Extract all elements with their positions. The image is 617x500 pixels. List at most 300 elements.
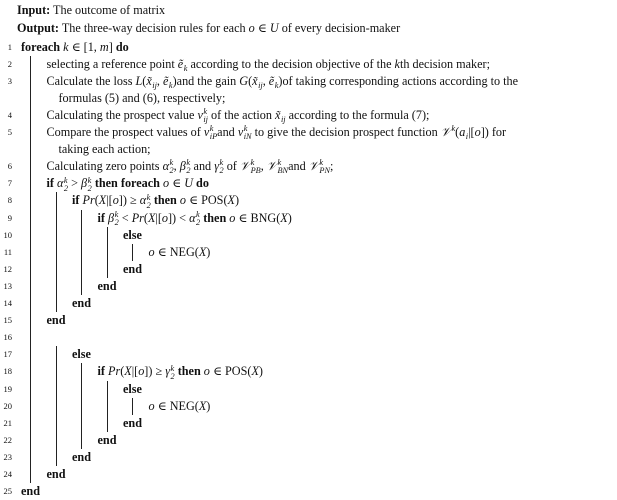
block-indent-bar — [30, 432, 31, 449]
math-variable: o — [162, 176, 170, 191]
algorithm-line — [59, 90, 226, 107]
math-symbol — [140, 192, 151, 209]
text-run: ∈ POS( — [185, 193, 228, 208]
math-variable: o — [474, 125, 481, 139]
math-variable: o — [148, 398, 155, 413]
math-symbol — [252, 73, 263, 90]
math-variable: k — [394, 56, 400, 71]
math-variable: o — [161, 210, 168, 225]
line-number: 21 — [3, 417, 12, 428]
math-superscript: k — [451, 124, 456, 134]
block-indent-bar — [30, 449, 31, 466]
algorithm-line — [72, 346, 91, 363]
block-indent-bar — [30, 73, 31, 90]
algorithm-line — [98, 363, 263, 380]
text-run: and — [190, 159, 215, 174]
text-run: |[ — [468, 125, 475, 139]
text-run: ( — [455, 125, 460, 139]
math-symbol — [204, 124, 217, 141]
text-run: ) — [234, 193, 240, 208]
block-indent-bar — [107, 381, 108, 398]
math-subscript: k — [183, 63, 188, 73]
math-subscript: 2 — [87, 183, 92, 193]
math-variable: U — [184, 176, 193, 191]
text-run: |[ — [106, 193, 113, 208]
text-run: , — [156, 73, 163, 88]
block-indent-bar — [56, 278, 57, 295]
keyword: if — [72, 193, 83, 208]
text-run: )of taking corresponding actions according to the — [278, 73, 519, 88]
math-base: β — [81, 176, 88, 191]
line-number: 10 — [3, 229, 12, 240]
block-indent-bar — [56, 295, 57, 312]
math-subscript: ij — [152, 80, 157, 90]
block-indent-bar — [56, 415, 57, 432]
keyword: end — [46, 313, 66, 328]
block-indent-bar — [81, 244, 82, 261]
block-indent-bar — [107, 415, 108, 432]
keyword: end — [72, 449, 91, 464]
block-indent-bar — [132, 398, 133, 415]
block-indent-bar — [30, 329, 31, 346]
algorithm-line — [98, 278, 117, 295]
keyword: foreach — [21, 39, 64, 54]
keyword: do — [193, 176, 209, 191]
text-run: and — [217, 125, 238, 139]
math-base: γ — [165, 364, 171, 379]
text-run: ∈ NEG( — [154, 398, 199, 413]
math-symbol — [108, 210, 119, 227]
math-variable: X — [198, 398, 207, 413]
line-number: 8 — [7, 195, 12, 206]
block-indent-bar — [30, 363, 31, 380]
keyword: Input: — [17, 2, 51, 17]
math-base: α — [57, 176, 64, 191]
keyword: then — [150, 193, 180, 208]
text-run: ∈ NEG( — [154, 244, 199, 259]
math-base: 𝒱 — [308, 159, 319, 174]
keyword: end — [123, 261, 142, 276]
block-indent-bar — [30, 466, 31, 483]
text-run: The three-way decision rules for each — [59, 20, 249, 35]
math-variable: o — [112, 193, 119, 208]
block-indent-bar — [81, 278, 82, 295]
text-run: ( — [142, 73, 147, 88]
line-number: 18 — [3, 366, 12, 377]
text-run: ∈ — [169, 176, 185, 191]
block-indent-bar — [30, 312, 31, 329]
block-indent-bar — [30, 244, 31, 261]
math-superscript: k — [243, 124, 248, 134]
math-superscript: k — [87, 175, 92, 185]
text-run: ) — [258, 364, 263, 379]
text-run: formulas (5) and (6), respectively; — [58, 90, 226, 105]
algorithm-line — [47, 466, 66, 483]
math-superscript: k — [319, 158, 324, 168]
block-indent-bar — [30, 141, 31, 158]
text-run: th decision maker; — [399, 56, 490, 71]
text-run: and — [288, 159, 309, 174]
math-variable: U — [269, 20, 279, 35]
block-indent-bar — [56, 398, 57, 415]
text-run: of — [223, 159, 240, 174]
math-base: 𝒱 — [440, 125, 451, 139]
block-indent-bar — [30, 192, 31, 209]
algorithm-line — [98, 210, 292, 227]
block-indent-bar — [30, 158, 31, 175]
text-run: ]) for — [480, 125, 507, 139]
line-number: 1 — [7, 41, 12, 52]
text-run: ]) ≥ — [118, 193, 140, 208]
algorithm-line — [47, 175, 209, 192]
text-run: > — [68, 176, 82, 191]
algorithm-line — [72, 295, 91, 312]
math-base: 𝒱 — [266, 159, 277, 174]
line-number: 9 — [7, 212, 12, 223]
math-base: 𝒱 — [239, 159, 251, 174]
keyword: then — [200, 210, 230, 225]
text-run: ]) < — [168, 210, 190, 225]
math-symbol — [269, 73, 279, 90]
text-run: ]) ≥ — [144, 364, 166, 379]
block-indent-bar — [30, 90, 31, 107]
algorithm-line — [47, 312, 66, 329]
math-variable: X — [147, 210, 156, 225]
block-indent-bar — [30, 124, 31, 141]
math-subscript: PN — [319, 166, 330, 176]
algorithm-line — [149, 244, 211, 261]
block-indent-bar — [56, 244, 57, 261]
math-superscript: k — [186, 158, 191, 168]
math-symbol — [57, 175, 68, 192]
math-variable: Pr — [82, 193, 95, 208]
block-indent-bar — [56, 227, 57, 244]
keyword: else — [123, 381, 142, 396]
text-run: Calculating zero points — [46, 159, 163, 174]
text-run: Calculate the loss — [46, 73, 136, 88]
line-number: 6 — [7, 161, 12, 172]
math-variable: X — [280, 210, 288, 225]
block-indent-bar — [107, 398, 108, 415]
math-base: ν — [197, 107, 203, 122]
keyword: do — [115, 39, 129, 54]
math-variable: X — [227, 193, 235, 208]
math-subscript: 2 — [146, 200, 151, 210]
block-indent-bar — [81, 381, 82, 398]
block-indent-bar — [107, 261, 108, 278]
text-run: )and the gain — [172, 73, 240, 88]
algorithm-line — [21, 483, 40, 500]
math-subscript: ij — [203, 115, 208, 125]
math-symbol — [240, 158, 261, 175]
line-number: 14 — [3, 298, 12, 308]
algorithm-line — [123, 415, 142, 432]
math-subscript: iN — [243, 132, 252, 142]
algorithm-line — [123, 261, 142, 278]
text-run: Calculating the prospect value — [46, 107, 198, 122]
math-superscript: k — [63, 175, 68, 185]
algorithm-line — [149, 398, 211, 415]
math-symbol — [275, 107, 286, 124]
text-run: |[ — [155, 210, 162, 225]
text-run: ∈ BNG( — [235, 210, 281, 225]
line-number: 3 — [7, 75, 12, 86]
text-run: |[ — [131, 364, 139, 379]
math-base: β — [108, 210, 115, 225]
line-number: 16 — [3, 332, 12, 343]
math-symbol — [214, 158, 223, 175]
math-base: x̃ — [275, 107, 281, 122]
keyword: if — [97, 364, 108, 379]
block-indent-bar — [81, 227, 82, 244]
math-base: ẽ — [177, 56, 184, 71]
math-base: β — [179, 159, 186, 174]
keyword: end — [97, 278, 117, 293]
algorithm-line — [47, 56, 490, 73]
math-base: γ — [214, 159, 219, 174]
math-superscript: k — [114, 209, 119, 219]
math-superscript: k — [250, 158, 255, 168]
text-run: , — [262, 73, 269, 88]
math-superscript: k — [277, 158, 282, 168]
line-number: 7 — [7, 178, 12, 189]
math-subscript: 2 — [114, 217, 119, 227]
block-indent-bar — [30, 381, 31, 398]
algorithm-line — [59, 141, 151, 158]
math-variable: m — [99, 39, 109, 54]
math-variable: o — [148, 244, 155, 259]
text-run: selecting a reference point — [46, 56, 178, 71]
text-run: ) — [206, 244, 211, 259]
keyword: then — [174, 364, 204, 379]
math-subscript: k — [168, 80, 173, 90]
math-base: α — [162, 159, 169, 174]
math-variable: o — [248, 20, 255, 35]
block-indent-bar — [81, 432, 82, 449]
math-symbol — [459, 124, 468, 141]
math-superscript: k — [203, 107, 208, 117]
math-symbol — [309, 158, 330, 175]
text-run: Compare the prospect values of — [46, 125, 204, 139]
math-symbol — [163, 158, 174, 175]
text-run: , — [260, 159, 267, 174]
math-symbol — [267, 158, 288, 175]
block-indent-bar — [30, 210, 31, 227]
block-indent-bar — [81, 363, 82, 380]
math-variable: k — [63, 39, 69, 54]
math-superscript: k — [209, 124, 214, 134]
math-subscript: 2 — [170, 371, 175, 381]
line-number: 13 — [3, 280, 12, 291]
math-superscript: k — [196, 209, 200, 219]
math-base: x̃ — [252, 73, 258, 88]
math-symbol — [197, 107, 208, 124]
math-base: x̃ — [146, 73, 152, 88]
math-symbol — [189, 210, 200, 227]
math-variable: Pr — [131, 210, 144, 225]
math-base: ẽ — [268, 73, 275, 88]
algorithm-line — [47, 107, 430, 124]
text-run: ( — [120, 364, 125, 379]
math-symbol — [163, 73, 173, 90]
math-superscript: k — [219, 158, 224, 168]
block-indent-bar — [56, 261, 57, 278]
math-subscript: BN — [277, 166, 289, 176]
keyword: if — [46, 176, 57, 191]
text-run: , — [173, 159, 180, 174]
line-number: 20 — [3, 400, 12, 411]
keyword: end — [97, 432, 117, 447]
math-base: a — [459, 125, 466, 139]
block-indent-bar — [30, 56, 31, 73]
math-variable: L — [135, 73, 143, 88]
line-number: 19 — [3, 383, 12, 394]
math-symbol — [441, 124, 455, 141]
block-indent-bar — [81, 261, 82, 278]
block-indent-bar — [107, 244, 108, 261]
text-run: of the action — [208, 107, 276, 122]
algorithm-line — [47, 158, 334, 175]
math-base: α — [139, 193, 147, 208]
block-indent-bar — [56, 363, 57, 380]
keyword: else — [72, 347, 91, 362]
math-subscript: 2 — [186, 166, 191, 176]
math-variable: X — [124, 364, 132, 379]
keyword: else — [123, 227, 142, 242]
math-symbol — [238, 124, 252, 141]
block-indent-bar — [30, 261, 31, 278]
math-subscript: ij — [280, 115, 286, 125]
block-indent-bar — [30, 175, 31, 192]
math-base: ẽ — [163, 73, 169, 88]
algorithm-line — [123, 381, 142, 398]
math-subscript: iP — [209, 132, 218, 142]
line-number: 5 — [7, 127, 12, 137]
math-subscript: k — [274, 80, 279, 90]
block-indent-bar — [56, 192, 57, 209]
block-indent-bar — [30, 278, 31, 295]
math-subscript: PB — [250, 166, 261, 176]
block-indent-bar — [56, 346, 57, 363]
text-run: ( — [248, 73, 253, 88]
block-indent-bar — [30, 398, 31, 415]
math-subscript: 2 — [169, 166, 174, 176]
algorithm-line — [21, 39, 129, 56]
block-indent-bar — [56, 449, 57, 466]
block-indent-bar — [30, 346, 31, 363]
text-run: ) — [287, 210, 292, 225]
algorithm-line — [72, 192, 239, 209]
text-run: ∈ [1, — [68, 39, 100, 54]
math-superscript: k — [169, 158, 174, 168]
math-base: ν — [203, 125, 210, 139]
block-indent-bar — [30, 295, 31, 312]
keyword: end — [72, 296, 91, 310]
math-variable: G — [239, 73, 249, 88]
block-indent-bar — [81, 398, 82, 415]
math-subscript: 2 — [63, 183, 69, 193]
math-variable: o — [138, 364, 145, 379]
block-indent-bar — [81, 210, 82, 227]
algorithm-line — [47, 73, 519, 90]
block-indent-bar — [30, 227, 31, 244]
block-indent-bar — [81, 415, 82, 432]
algorithm-line — [72, 449, 91, 466]
keyword: end — [123, 415, 142, 430]
math-variable: o — [179, 193, 186, 208]
line-number: 17 — [3, 349, 12, 360]
line-number: 4 — [7, 109, 12, 120]
math-symbol — [146, 73, 157, 90]
text-run: according to the formula (7); — [285, 107, 430, 122]
math-subscript: ij — [258, 80, 263, 90]
math-superscript: k — [170, 363, 175, 373]
output-line — [17, 20, 400, 37]
text-run: ; — [329, 159, 334, 174]
math-subscript: 2 — [196, 217, 201, 227]
math-symbol — [178, 56, 188, 73]
text-run: to give the decision prospect function — [251, 125, 441, 139]
keyword: if — [97, 210, 108, 225]
math-base: ν — [237, 125, 244, 139]
text-run: ∈ POS( — [209, 364, 252, 379]
text-run: ) — [206, 398, 211, 413]
math-base: α — [189, 210, 196, 225]
text-run: The outcome of matrix — [50, 2, 166, 17]
math-subscript: i — [465, 132, 469, 142]
math-variable: o — [229, 210, 236, 225]
text-run: ] — [108, 39, 116, 54]
line-number: 25 — [3, 486, 12, 497]
math-variable: X — [251, 364, 259, 379]
block-indent-bar — [56, 432, 57, 449]
keyword: end — [46, 467, 66, 481]
line-number: 24 — [3, 469, 12, 479]
math-variable: X — [98, 193, 107, 208]
text-run: of every decision-maker — [278, 20, 401, 35]
text-run: ( — [143, 210, 148, 225]
line-number: 15 — [3, 315, 12, 326]
math-variable: X — [198, 244, 207, 259]
block-indent-bar — [30, 415, 31, 432]
keyword: Output: — [17, 20, 59, 35]
text-run: according to the decision objective of the — [187, 56, 395, 71]
math-symbol — [81, 175, 92, 192]
text-run: ( — [94, 193, 99, 208]
algorithm-line — [47, 124, 507, 141]
line-number: 12 — [3, 263, 12, 274]
text-run: taking each action; — [58, 142, 151, 157]
keyword: end — [21, 484, 40, 499]
algorithm-line — [123, 227, 142, 244]
block-indent-bar — [107, 227, 108, 244]
math-symbol — [165, 363, 174, 380]
math-superscript: k — [146, 192, 151, 202]
line-number: 2 — [7, 58, 12, 69]
text-run: < — [118, 210, 132, 225]
line-number: 22 — [3, 434, 12, 445]
math-symbol — [180, 158, 191, 175]
input-line — [17, 2, 165, 19]
text-run: ∈ — [254, 20, 270, 35]
math-subscript: 2 — [219, 166, 224, 176]
block-indent-bar — [132, 244, 133, 261]
keyword: then foreach — [91, 176, 163, 191]
block-indent-bar — [30, 107, 31, 124]
line-number: 23 — [3, 451, 12, 462]
math-variable: o — [203, 364, 210, 379]
block-indent-bar — [56, 210, 57, 227]
